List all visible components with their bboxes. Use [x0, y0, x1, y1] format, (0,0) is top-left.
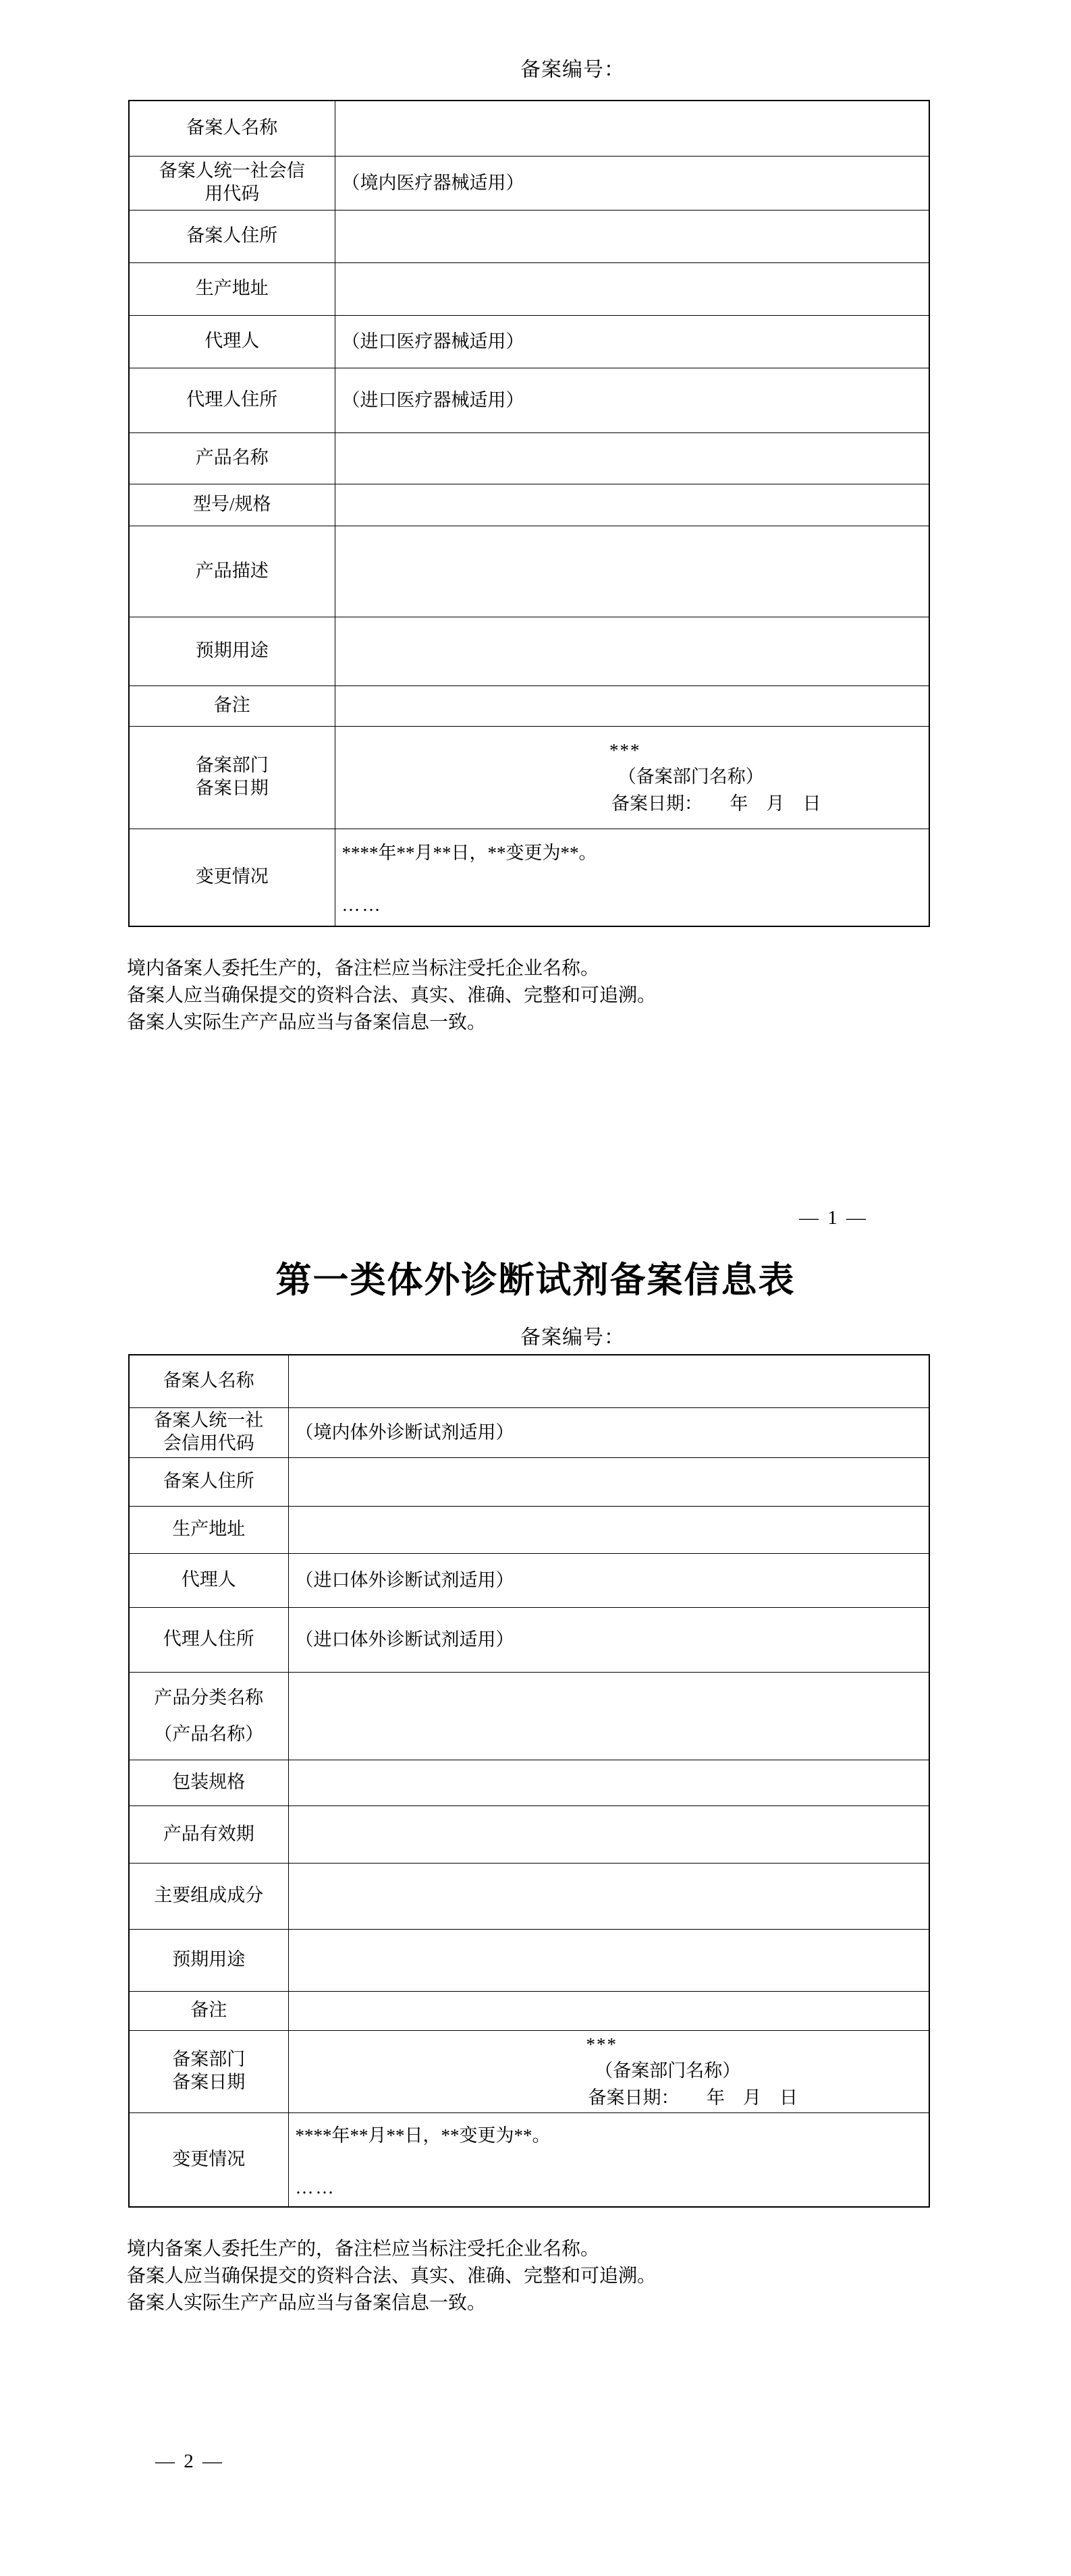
- row-value-main-components[interactable]: [288, 1863, 929, 1929]
- row-value-product-category-name[interactable]: [288, 1672, 929, 1760]
- table-row: [129, 726, 929, 829]
- table-row: [129, 829, 929, 926]
- footnote-1: 境内备案人委托生产的，备注栏应当标注受托企业名称。: [127, 2239, 600, 2260]
- table-row: [129, 210, 929, 262]
- table-row: [129, 156, 929, 210]
- row-label-applicant-name: 备案人名称: [129, 1355, 288, 1407]
- row-value-package-spec[interactable]: [288, 1760, 929, 1805]
- table-row: [129, 1991, 929, 2030]
- table-row: [129, 1929, 929, 1991]
- row-label-product-name: 产品名称: [129, 432, 335, 484]
- footnote-2: 备案人应当确保提交的资料合法、真实、准确、完整和可追溯。: [127, 2265, 657, 2287]
- row-label-change-record: 变更情况: [129, 2112, 288, 2207]
- label-line-2: 备案日期: [195, 778, 269, 798]
- table-row: [129, 685, 929, 726]
- row-value-agent[interactable]: （进口体外诊断试剂适用）: [288, 1553, 929, 1607]
- label-line-2: 备案日期: [172, 2072, 246, 2092]
- table-row: [129, 1506, 929, 1553]
- row-label-credit-code: [129, 156, 335, 210]
- change-ellipsis: ……: [341, 894, 383, 915]
- table-row: [129, 1805, 929, 1863]
- row-label-package-spec: 包装规格: [129, 1760, 288, 1805]
- row-label-agent: 代理人: [129, 315, 335, 368]
- row-value-intended-use[interactable]: [335, 617, 929, 685]
- row-label-agent: 代理人: [129, 1553, 288, 1607]
- change-line-1: ****年**月**日，**变更为**。: [295, 2125, 551, 2146]
- row-label-filing-department: [129, 2030, 288, 2112]
- row-value-production-address[interactable]: [335, 262, 929, 315]
- row-label-credit-code: [129, 1407, 288, 1457]
- record-number-label-1: [0, 53, 1071, 82]
- row-label-intended-use: 预期用途: [129, 617, 335, 685]
- change-spacer: [342, 868, 923, 891]
- row-label-change-record: 变更情况: [129, 829, 335, 926]
- row-value-shelf-life[interactable]: [288, 1805, 929, 1863]
- ivd-form-table: [128, 1354, 930, 2208]
- row-label-remarks: 备注: [129, 1991, 288, 2030]
- label-line-1: 备案人统一社: [154, 1410, 264, 1431]
- table-row: [129, 432, 929, 484]
- label-line-1: 备案人统一社会信: [159, 161, 305, 181]
- row-value-filing-department[interactable]: [288, 2030, 929, 2112]
- page-number-1: — 1 —: [799, 1207, 868, 1229]
- dept-name-placeholder: （备案部门名称）: [595, 2061, 741, 2081]
- label-line-1: 备案部门: [172, 2049, 246, 2070]
- row-label-production-address: 生产地址: [129, 1506, 288, 1553]
- table-row: [129, 526, 929, 617]
- table-row: [129, 315, 929, 368]
- row-value-filing-department[interactable]: [335, 726, 929, 829]
- row-label-shelf-life: 产品有效期: [129, 1805, 288, 1863]
- row-label-remarks: 备注: [129, 685, 335, 726]
- table-row: [129, 1760, 929, 1805]
- table-row: [129, 2112, 929, 2207]
- section-medical-device-form: [0, 53, 1071, 82]
- row-label-intended-use: 预期用途: [129, 1929, 288, 1991]
- row-value-agent-address[interactable]: （进口体外诊断试剂适用）: [288, 1607, 929, 1672]
- row-value-product-description[interactable]: [335, 526, 929, 617]
- row-value-remarks[interactable]: [288, 1991, 929, 2030]
- label-line-2: （产品名称）: [154, 1724, 264, 1744]
- dept-stars: ***: [586, 2034, 617, 2055]
- label-line-1: 产品分类名称: [154, 1687, 264, 1708]
- footnote-3: 备案人实际生产产品应当与备案信息一致。: [127, 2292, 487, 2314]
- change-spacer: [296, 2150, 923, 2173]
- row-value-product-name[interactable]: [335, 432, 929, 484]
- row-value-change-record[interactable]: [288, 2112, 929, 2207]
- row-label-filing-department: [129, 726, 335, 829]
- table-row: [129, 101, 929, 156]
- dept-name-placeholder: （备案部门名称）: [617, 766, 764, 787]
- table-row: [129, 617, 929, 685]
- label-line-2: 用代码: [204, 184, 260, 204]
- section-title-ivd: 第一类体外诊断试剂备案信息表: [275, 1260, 796, 1301]
- table-row: [129, 1407, 929, 1457]
- table-row: [129, 1553, 929, 1607]
- row-value-change-record[interactable]: [335, 829, 929, 926]
- dept-stars: ***: [609, 740, 641, 761]
- medical-device-form-table: [128, 100, 930, 927]
- record-number-text-2: 备案编号：: [520, 1326, 625, 1349]
- table-row: [129, 262, 929, 315]
- record-number-label-2: [0, 1320, 1071, 1350]
- table-row: [129, 1672, 929, 1760]
- row-value-applicant-address[interactable]: [288, 1457, 929, 1506]
- row-value-model-spec[interactable]: [335, 484, 929, 526]
- row-value-applicant-name[interactable]: [335, 101, 929, 156]
- table-row: [129, 484, 929, 526]
- change-line-1: ****年**月**日，**变更为**。: [341, 842, 597, 863]
- table-row: [129, 1863, 929, 1929]
- row-value-remarks[interactable]: [335, 685, 929, 726]
- row-value-agent-address[interactable]: （进口医疗器械适用）: [335, 368, 929, 432]
- row-value-intended-use[interactable]: [288, 1929, 929, 1991]
- label-line-1: 备案部门: [195, 755, 269, 776]
- footnote-1: 境内备案人委托生产的，备注栏应当标注受托企业名称。: [127, 958, 600, 979]
- row-value-applicant-address[interactable]: [335, 210, 929, 262]
- row-value-production-address[interactable]: [288, 1506, 929, 1553]
- table-row: [129, 1457, 929, 1506]
- table-row: [129, 1607, 929, 1672]
- footnotes-section-1: [127, 955, 656, 1036]
- row-label-agent-address: 代理人住所: [129, 1607, 288, 1672]
- label-line-2: 会信用代码: [163, 1433, 254, 1453]
- table-row: [129, 368, 929, 432]
- row-value-applicant-name[interactable]: [288, 1355, 929, 1407]
- row-label-applicant-name: 备案人名称: [129, 101, 335, 156]
- row-label-applicant-address: 备案人住所: [129, 210, 335, 262]
- table-row: [129, 1355, 929, 1407]
- row-label-product-category-name: [129, 1672, 288, 1760]
- dept-filing-date: 备案日期： 年 月 日: [611, 793, 821, 814]
- row-value-agent[interactable]: （进口医疗器械适用）: [335, 315, 929, 368]
- footnotes-section-2: [127, 2236, 656, 2316]
- row-value-credit-code[interactable]: （境内医疗器械适用）: [335, 156, 929, 210]
- record-number-text-1: 备案编号：: [520, 59, 625, 81]
- row-label-main-components: 主要组成成分: [129, 1863, 288, 1929]
- row-label-agent-address: 代理人住所: [129, 368, 335, 432]
- row-value-credit-code[interactable]: （境内体外诊断试剂适用）: [288, 1407, 929, 1457]
- row-label-product-description: 产品描述: [129, 526, 335, 617]
- row-label-production-address: 生产地址: [129, 262, 335, 315]
- table-row: [129, 2030, 929, 2112]
- row-label-model-spec: 型号/规格: [129, 484, 335, 526]
- page-number-2: — 2 —: [155, 2451, 224, 2472]
- footnote-3: 备案人实际生产产品应当与备案信息一致。: [127, 1011, 487, 1033]
- dept-filing-date: 备案日期： 年 月 日: [588, 2087, 798, 2108]
- footnote-2: 备案人应当确保提交的资料合法、真实、准确、完整和可追溯。: [127, 984, 657, 1006]
- change-ellipsis: ……: [295, 2177, 336, 2197]
- row-label-applicant-address: 备案人住所: [129, 1457, 288, 1506]
